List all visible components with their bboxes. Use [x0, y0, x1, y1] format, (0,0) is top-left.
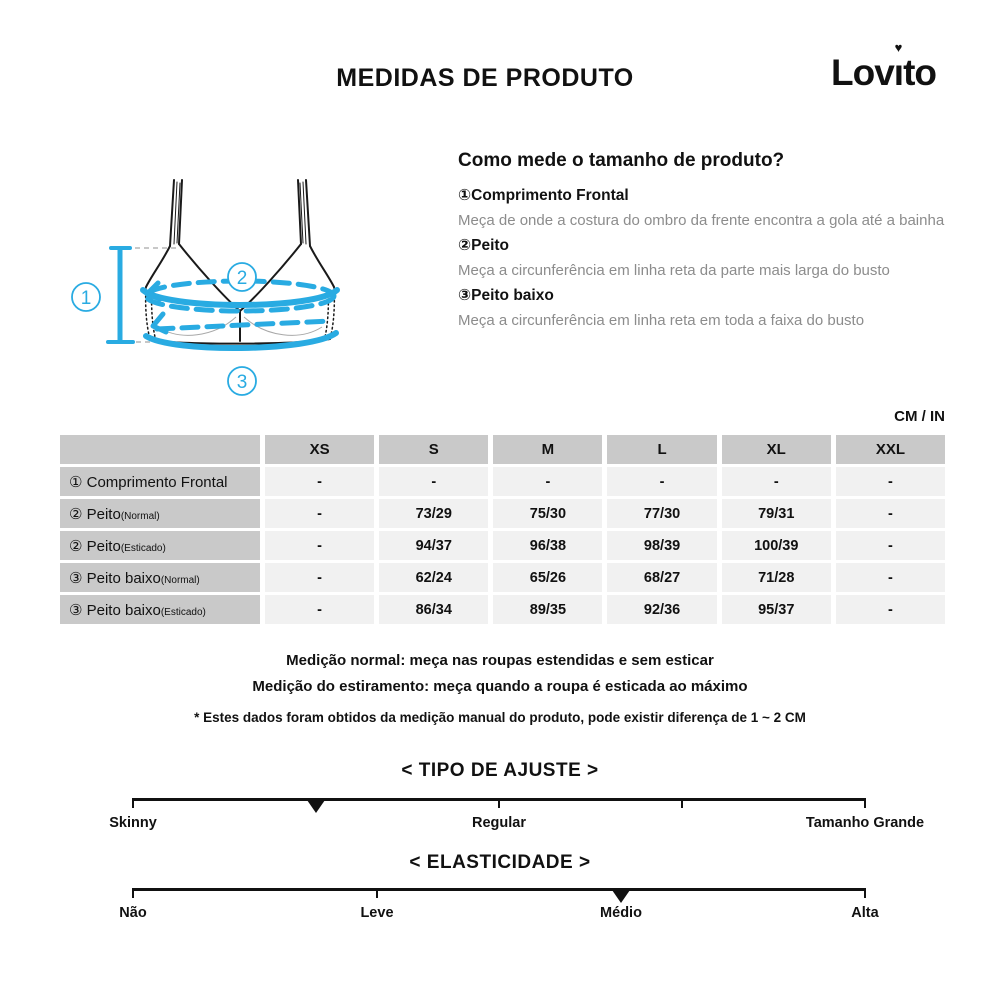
table-cell: 92/36 [607, 595, 716, 624]
table-cell: - [836, 531, 945, 560]
scale-label-nao: Não [119, 905, 147, 921]
table-cell: - [379, 467, 488, 496]
scale-label-medio: Médio [600, 905, 642, 921]
measurement-notes [0, 648, 1000, 700]
howto-item-desc: Meça de onde a costura do ombro da frente encontra a gola até a bainha [458, 212, 945, 229]
note-normal: Medição normal: meça nas roupas estendidas e sem esticar [286, 652, 714, 669]
scale-label-regular: Regular [472, 815, 526, 831]
diagram-marker-1 [72, 283, 100, 311]
table-cell: - [265, 531, 374, 560]
scale-tick [132, 798, 134, 808]
table-row-label: ③ Peito baixo (Normal) [60, 563, 260, 592]
table-cell: 100/39 [722, 531, 831, 560]
scale-label-tamanho-grande: Tamanho Grande [805, 815, 925, 831]
bra-outline [146, 180, 335, 344]
table-cell: - [722, 467, 831, 496]
scale-tick [864, 888, 866, 898]
table-cell: 73/29 [379, 499, 488, 528]
svg-text:3: 3 [236, 372, 248, 393]
elasticity-scale-title: < ELASTICIDADE > [409, 852, 591, 873]
table-cell: 95/37 [722, 595, 831, 624]
table-cell: - [265, 595, 374, 624]
table-header-xs: XS [265, 435, 374, 464]
bra-diagram [0, 140, 430, 410]
table-cell: - [836, 499, 945, 528]
howto-item-desc: Meça a circunferência em linha reta em toda a faixa do busto [458, 312, 865, 329]
table-cell: 86/34 [379, 595, 488, 624]
table-header-xl: XL [722, 435, 831, 464]
scale-label-skinny: Skinny [109, 815, 157, 831]
howto-item-heading: ①Comprimento Frontal [458, 187, 629, 204]
table-header-l: L [607, 435, 716, 464]
table-cell: 77/30 [607, 499, 716, 528]
table-cell: 71/28 [722, 563, 831, 592]
table-cell: 62/24 [379, 563, 488, 592]
units-label: CM / IN [894, 408, 945, 425]
fit-scale [0, 760, 1000, 846]
table-header-m: M [493, 435, 602, 464]
table-cell: - [493, 467, 602, 496]
table-cell: - [836, 595, 945, 624]
heart-icon: ♥ [894, 40, 903, 55]
disclaimer-note: * Estes dados foram obtidos da medição manual do produto, pode existir diferença de 1 ~ 2 CM [194, 710, 806, 725]
table-cell: 96/38 [493, 531, 602, 560]
elasticity-scale-marker [612, 890, 630, 903]
table-row-label: ① Comprimento Frontal [60, 467, 260, 496]
note-stretch: Medição do estiramento: meça quando a roupa é esticada ao máximo [252, 678, 748, 695]
table-header-s: S [379, 435, 488, 464]
fit-scale-marker [307, 800, 325, 813]
page-title: MEDIDAS DE PRODUTO [336, 64, 634, 92]
table-cell: - [265, 563, 374, 592]
scale-tick [864, 798, 866, 808]
fit-scale-track [109, 798, 925, 831]
scale-tick [376, 888, 378, 898]
underbust-dashed-line [157, 321, 330, 329]
arrowhead-bottom [153, 314, 166, 332]
diagram-marker-3 [228, 367, 256, 395]
elasticity-scale [0, 852, 1000, 938]
scale-tick [681, 798, 683, 808]
table-cell: 98/39 [607, 531, 716, 560]
diagram-marker-2 [228, 263, 256, 291]
scale-tick [132, 888, 134, 898]
table-row-label: ② Peito (Esticado) [60, 531, 260, 560]
table-cell: 89/35 [493, 595, 602, 624]
bust-band-arc [143, 290, 337, 305]
scale-label-leve: Leve [360, 905, 394, 921]
table-header-xxl: XXL [836, 435, 945, 464]
fit-scale-title: < TIPO DE AJUSTE > [401, 760, 599, 781]
svg-text:1: 1 [80, 288, 92, 309]
table-cell: 65/26 [493, 563, 602, 592]
howto-item-peito-baixo [458, 284, 956, 333]
table-cell: - [265, 467, 374, 496]
table-cell: - [265, 499, 374, 528]
howto-item-heading: ③Peito baixo [458, 287, 554, 304]
howto-section [458, 150, 956, 334]
size-table [60, 435, 945, 624]
table-cell: - [836, 563, 945, 592]
logo-letter-i: ♥ ı [893, 40, 904, 93]
table-cell: 75/30 [493, 499, 602, 528]
howto-item-heading: ②Peito [458, 237, 510, 254]
table-cell: 79/31 [722, 499, 831, 528]
table-cell: 68/27 [607, 563, 716, 592]
table-cell: 94/37 [379, 531, 488, 560]
scale-label-alta: Alta [851, 905, 879, 921]
table-row-label: ③ Peito baixo (Esticado) [60, 595, 260, 624]
table-row-label: ② Peito (Normal) [60, 499, 260, 528]
howto-title: Como mede o tamanho de produto? [458, 150, 785, 171]
brand-logo [831, 40, 936, 94]
howto-item-desc: Meça a circunferência em linha reta da parte mais larga do busto [458, 262, 890, 279]
logo-text-right: to [903, 52, 936, 93]
measurement-marks [108, 248, 337, 348]
logo-text-left: Lov [831, 52, 894, 93]
table-cell: - [836, 467, 945, 496]
howto-item-peito [458, 234, 956, 283]
table-cell: - [607, 467, 716, 496]
table-header-empty [60, 435, 260, 464]
elasticity-scale-track [119, 888, 879, 921]
scale-tick [498, 798, 500, 808]
howto-item-frontal [458, 184, 956, 233]
svg-text:2: 2 [236, 268, 248, 289]
